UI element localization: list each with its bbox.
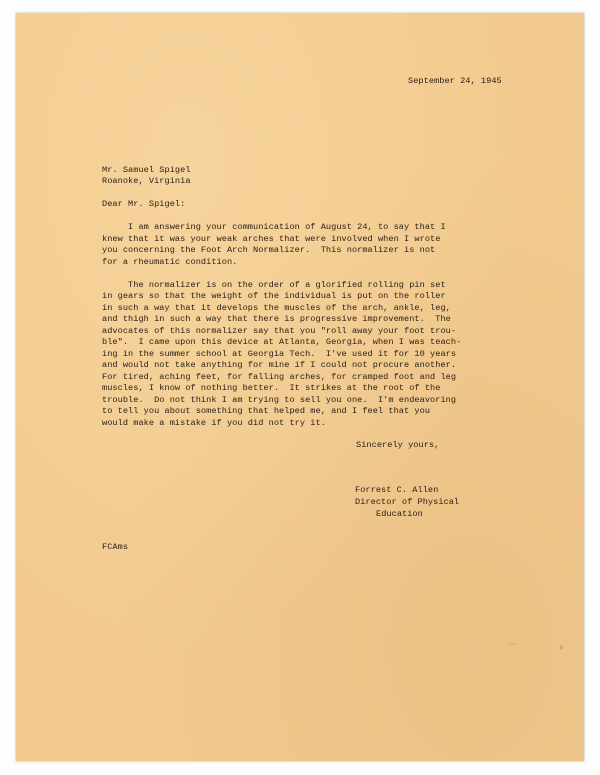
paragraph-line: ing in the summer school at Georgia Tech. I've used it for 10 years [102, 349, 457, 359]
letter-date: September 24, 1945 [408, 76, 502, 86]
paragraph-line: advocates of this normalizer say that you "roll away your foot trou- [102, 326, 457, 336]
signature-name: Forrest C. Allen [355, 485, 439, 495]
typist-initials: FCAms [102, 542, 129, 552]
paragraph-line: The normalizer is on the order of a glorified rolling pin set [102, 280, 446, 290]
paragraph-line: knew that it was your weak arches that were involved when I wrote [102, 234, 441, 244]
paragraph-line: would make a mistake if you did not try it. [102, 418, 326, 428]
signature-title: Director of Physical [355, 497, 460, 507]
paragraph-line: you concerning the Foot Arch Normalizer. This normalizer is not [102, 245, 436, 255]
paper-speck [560, 645, 563, 650]
paragraph-line: for a rheumatic condition. [102, 257, 238, 267]
paragraph-line: in such a way that it develops the muscles of the arch, ankle, leg, [102, 303, 451, 313]
letter-paper [16, 13, 584, 761]
paragraph-line: For tired, aching feet, for falling arches, for cramped foot and leg [102, 372, 457, 382]
paragraph-line: trouble. Do not think I am trying to sell you one. I'm endeavoring [102, 395, 457, 405]
paragraph-line: to tell you about something that helped me, and I feel that you [102, 406, 431, 416]
recipient-address: Roanoke, Virginia [102, 176, 191, 186]
paragraph-line: and thigh in such a way that there is progressive improvement. The [102, 314, 451, 324]
recipient-name: Mr. Samuel Spigel [102, 165, 191, 175]
closing: Sincerely yours, [356, 440, 440, 450]
salutation: Dear Mr. Spigel: [102, 199, 186, 209]
paragraph-line: ble". I came upon this device at Atlanta, Georgia, when I was teach- [102, 337, 462, 347]
paragraph-line: and would not take anything for mine if I could not procure another. [102, 360, 457, 370]
paragraph-line: in gears so that the weight of the individual is put on the roller [102, 291, 446, 301]
paragraph-line: muscles, I know of nothing better. It strikes at the root of the [102, 383, 441, 393]
signature-title: Education [376, 509, 423, 519]
paper-speck [509, 643, 518, 645]
paragraph-line: I am answering your communication of August 24, to say that I [102, 222, 446, 232]
